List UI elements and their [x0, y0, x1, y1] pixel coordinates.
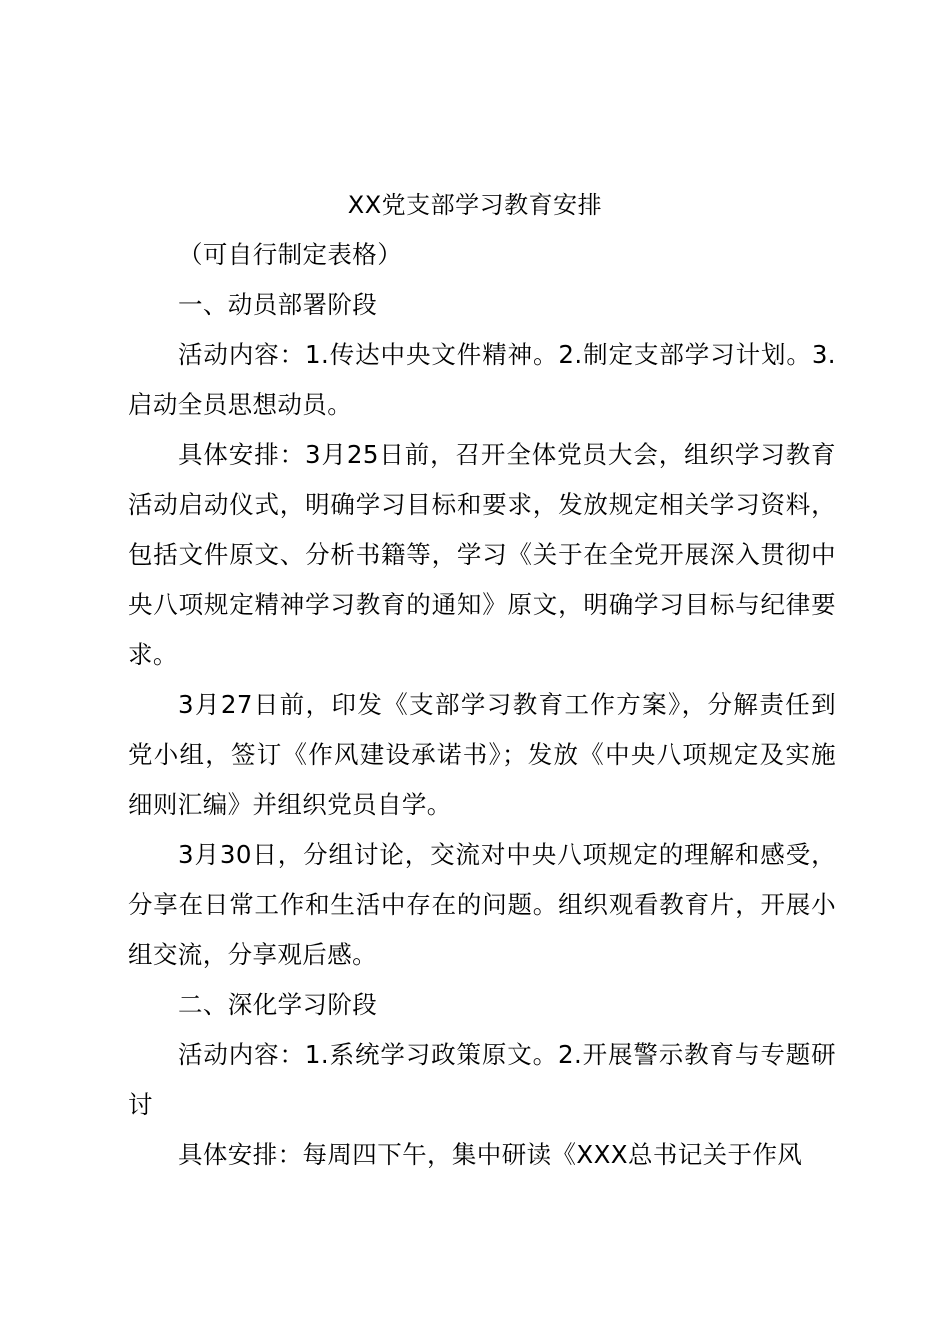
schedule-paragraph: 3月27日前，印发《支部学习教育工作方案》，分解责任到党小组，签订《作风建设承诺书》；发放《中央八项规定及实施细则汇编》并组织党员自学。 — [128, 690, 836, 819]
document-title: XX党支部学习教育安排 — [347, 191, 603, 219]
schedule-paragraph: 具体安排：3月25日前，召开全体党员大会，组织学习教育活动启动仪式，明确学习目标和要求，发放规定相关学习资料，包括文件原文、分析书籍等，学习《关于在全党开展深入贯彻中央八项规定精神学习教育的通知》原文，明确学习目标与纪律要求。 — [128, 440, 836, 669]
activity-content-paragraph: 活动内容：1.系统学习政策原文。2.开展警示教育与专题研讨 — [128, 1040, 836, 1119]
schedule-paragraph: 具体安排：每周四下午，集中研读《XXX总书记关于作风 — [178, 1140, 803, 1169]
activity-content-paragraph: 活动内容：1.传达中央文件精神。2.制定支部学习计划。3.启动全员思想动员。 — [128, 340, 836, 419]
section-heading-2: 二、深化学习阶段 — [178, 990, 378, 1019]
note-paragraph: （可自行制定表格） — [178, 240, 403, 269]
document-body — [128, 230, 836, 1180]
section-heading-1: 一、动员部署阶段 — [178, 290, 378, 319]
schedule-paragraph: 3月30日，分组讨论，交流对中央八项规定的理解和感受，分享在日常工作和生活中存在的问题。组织观看教育片，开展小组交流，分享观后感。 — [128, 840, 836, 969]
